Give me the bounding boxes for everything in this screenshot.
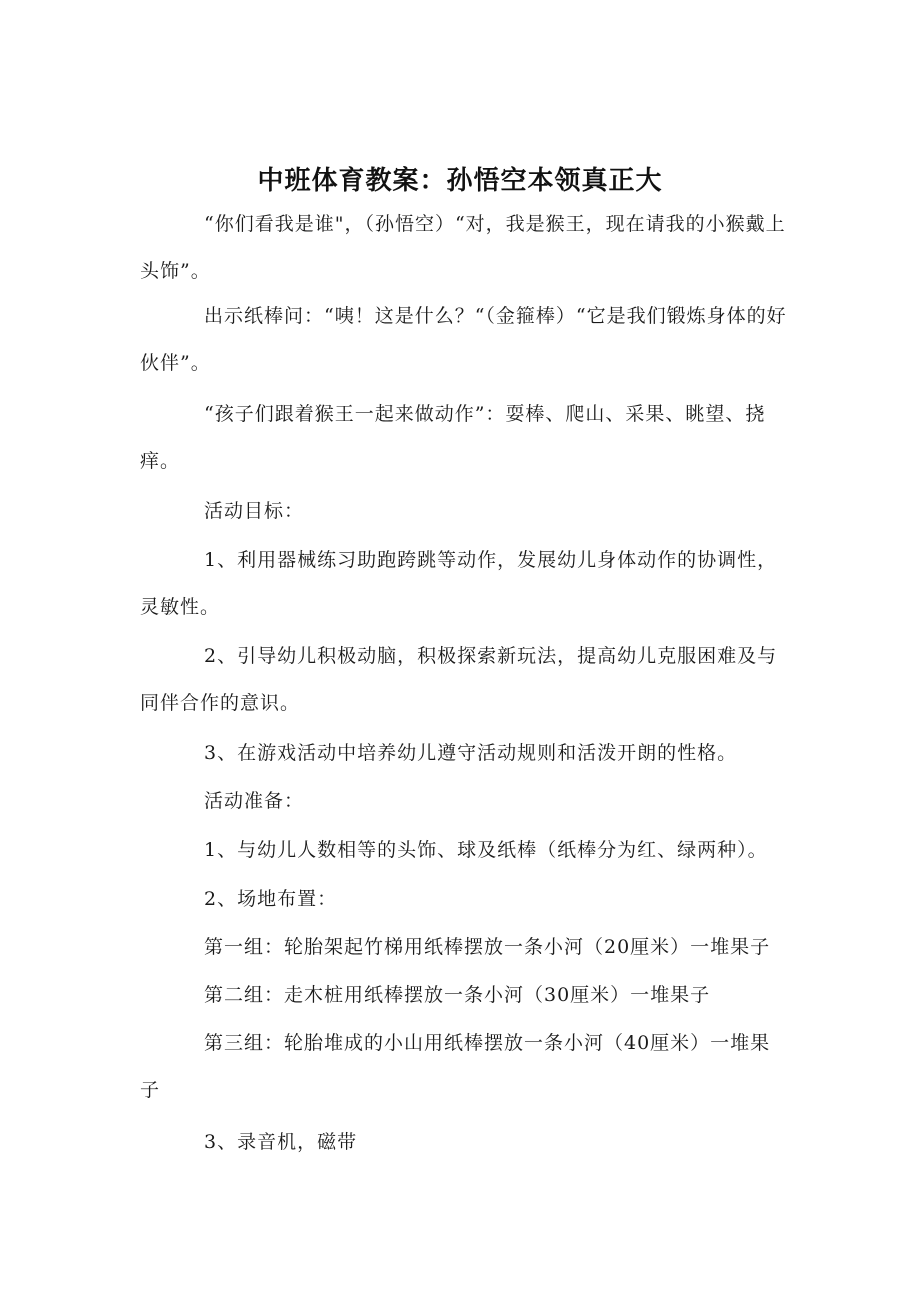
document-title: 中班体育教案：孙悟空本领真正大 [257,166,663,197]
prep-item-1: 1、与幼儿人数相等的头饰、球及纸棒（纸棒分为红、绿两种）。 [204,839,768,861]
goal-item-2: 2、引导幼儿积极动脑，积极探索新玩法，提高幼儿克服困难及与同伴合作的意识。 [140,645,778,714]
group-2-setup: 第二组：走木桩用纸棒摆放一条小河（30厘米）一堆果子 [204,984,711,1006]
paragraph-show-stick: 出示纸棒问：“咦！这是什么？“（金箍棒）“它是我们锻炼身体的好伙伴”。 [140,305,787,374]
paragraph-intro-monkey-king: “你们看我是谁"，（孙悟空）“对，我是猴王，现在请我的小猴戴上头饰”。 [140,213,786,282]
goal-item-1: 1、利用器械练习助跑跨跳等动作，发展幼儿身体动作的协调性，灵敏性。 [140,549,778,618]
heading-activity-goals: 活动目标： [204,500,305,522]
prep-item-2: 2、场地布置： [204,888,338,910]
group-3-setup: 第三组：轮胎堆成的小山用纸棒摆放一条小河（40厘米）一堆果子 [140,1032,771,1101]
goal-item-3: 3、在游戏活动中培养幼儿遵守活动规则和活泼开朗的性格。 [204,742,738,764]
prep-item-3: 3、录音机，磁带 [204,1131,358,1153]
paragraph-follow-actions: “孩子们跟着猴王一起来做动作”：耍棒、爬山、采果、眺望、挠痒。 [140,403,766,472]
group-1-setup: 第一组：轮胎架起竹梯用纸棒摆放一条小河（20厘米）一堆果子 [204,936,771,958]
heading-activity-preparation: 活动准备： [204,790,305,812]
